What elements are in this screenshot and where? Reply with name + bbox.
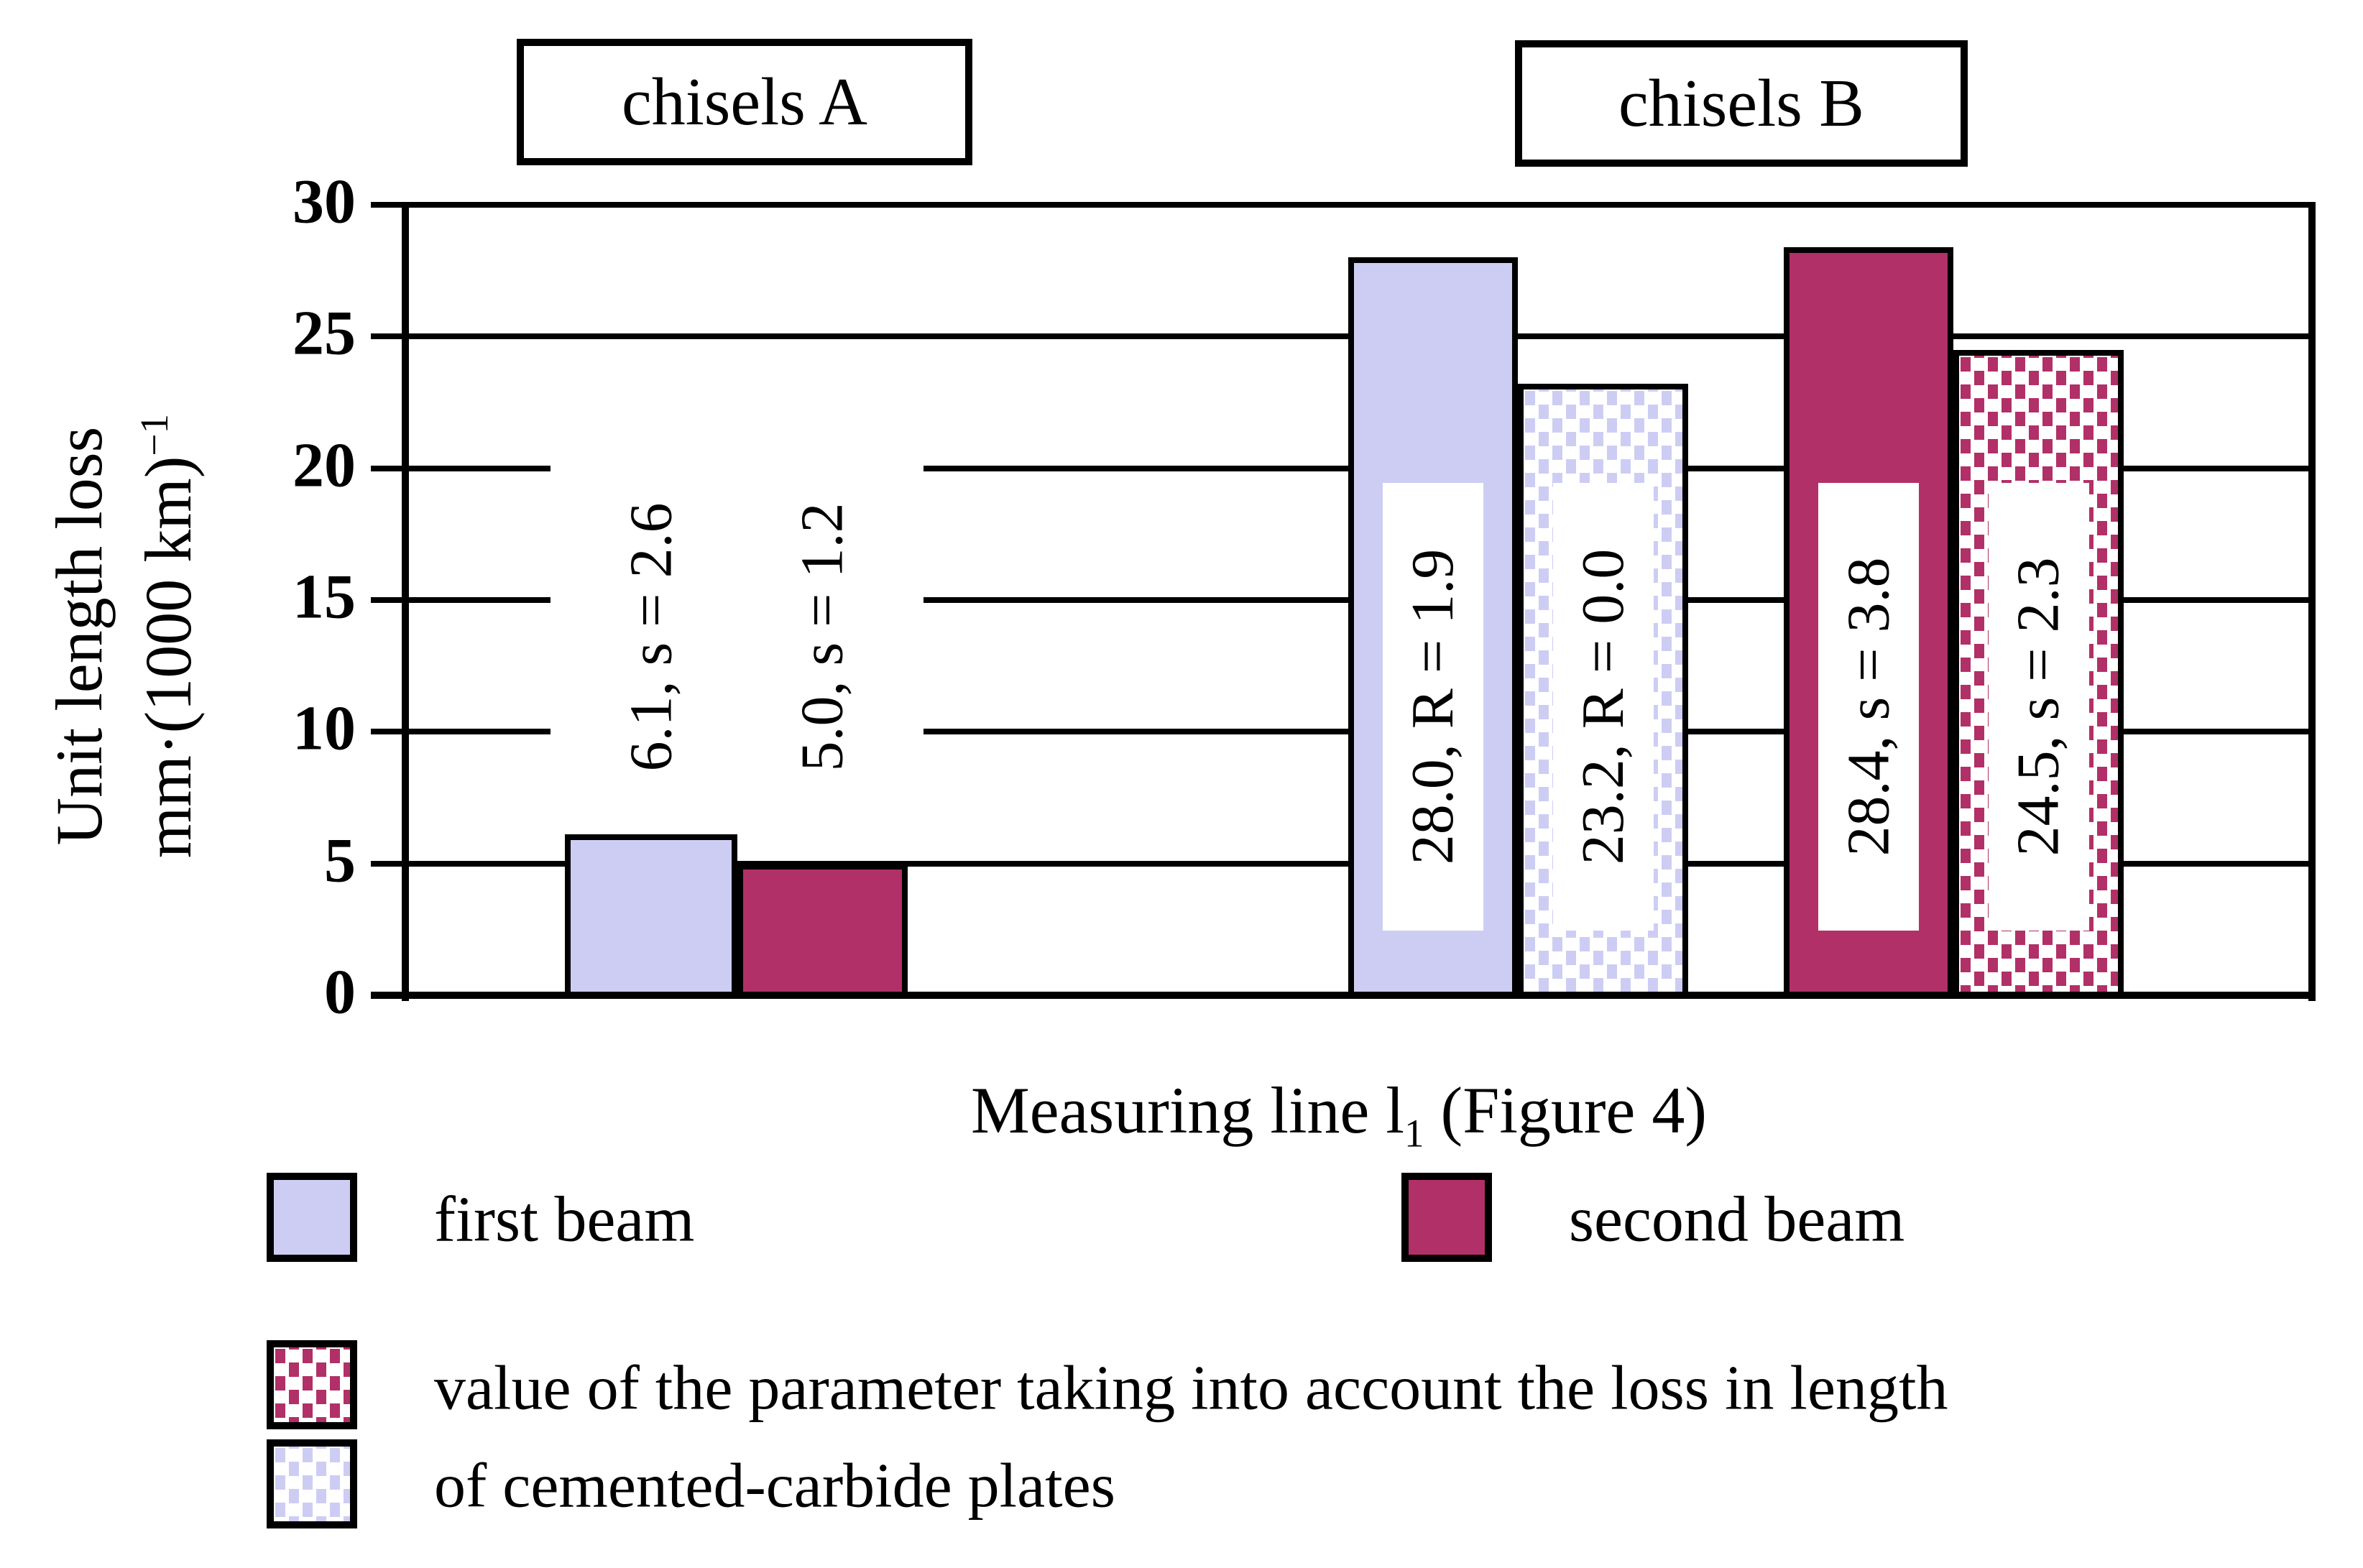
y-axis-title <box>34 414 213 858</box>
y-axis-title-line2: mm·(1000 km)$^{-1}$ <box>132 413 205 859</box>
gridline-y-25 <box>371 333 2316 339</box>
legend-swatch-lavender-dotted-pattern <box>267 1439 357 1528</box>
y-axis-line <box>402 202 409 1001</box>
bar-annotation-text: 5.0, s = 1.2 <box>789 502 856 772</box>
bar-annotation-box <box>1818 483 1919 931</box>
legend-swatch-second-beam <box>1401 1173 1492 1262</box>
bar-annotation-box <box>1553 483 1654 931</box>
y-tick-label-25: 25 <box>293 298 356 369</box>
x-axis-title-subscript: 1 <box>1404 1111 1424 1156</box>
legend-swatch-crimson-dotted-pattern <box>267 1340 357 1429</box>
bar-annotation-box <box>1383 483 1483 931</box>
y-tick-label-15: 15 <box>293 562 356 632</box>
bar-6.1 <box>565 834 737 998</box>
plot-right-border <box>2308 202 2316 1001</box>
legend-label-pattern-line2: of cemented-carbide plates <box>434 1451 1115 1521</box>
bar-annotation-box <box>1989 483 2089 931</box>
y-tick-label-30: 30 <box>293 167 356 237</box>
y-tick-label-10: 10 <box>293 693 356 764</box>
bar-annotation-text: 24.5, s = 2.3 <box>2005 557 2072 857</box>
y-tick-label-20: 20 <box>293 430 356 501</box>
legend-label-first-beam: first beam <box>434 1184 695 1255</box>
group-box-chisels-a <box>517 39 972 165</box>
y-tick-label-5: 5 <box>324 826 356 896</box>
group-box-chisels-b <box>1515 40 1968 167</box>
bar-5.0 <box>737 864 908 998</box>
legend-label-second-beam: second beam <box>1569 1184 1905 1255</box>
legend-label-pattern-line1: value of the parameter taking into account the loss in length <box>434 1353 1948 1424</box>
y-axis-title-superscript: −1 <box>132 413 177 456</box>
y-axis-title-line1: Unit length loss <box>42 426 116 846</box>
gridline-y-30 <box>371 202 2316 208</box>
legend-swatch-first-beam <box>267 1173 357 1262</box>
group-box-chisels-b-label: chisels B <box>1618 66 1865 141</box>
y-tick-label-0: 0 <box>324 957 356 1028</box>
x-axis-title: Measuring line $l_1$ (Figure 4) <box>970 1074 1708 1156</box>
group-box-chisels-a-label: chisels A <box>621 65 868 139</box>
bar-annotation-text: 28.4, s = 3.8 <box>1835 557 1902 857</box>
x-axis-line <box>371 992 2316 999</box>
bar-annotation-text: 28.0, R = 1.9 <box>1399 548 1467 865</box>
bar-annotation-text: 23.2, R = 0.0 <box>1570 548 1636 865</box>
bar-annotation-text: 6.1, s = 2.6 <box>617 502 685 772</box>
bar-annotation-box <box>722 460 923 813</box>
